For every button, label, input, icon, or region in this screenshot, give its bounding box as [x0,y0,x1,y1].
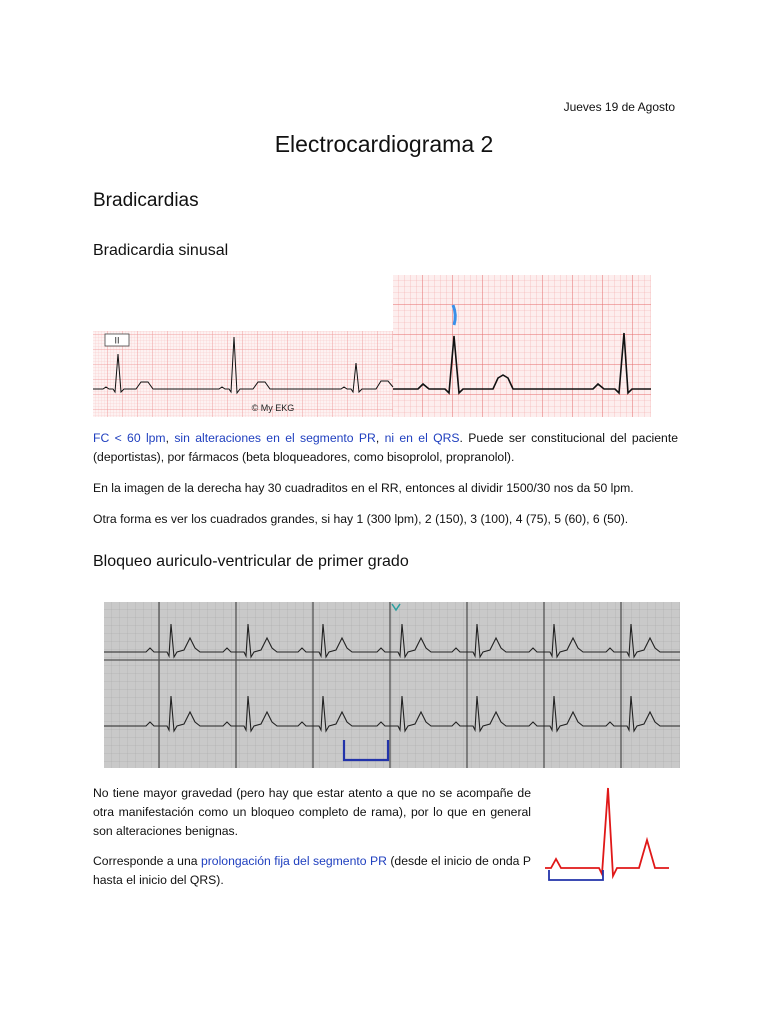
ecg-figure-av-block [104,602,680,768]
paragraph-rr-count: En la imagen de la derecha hay 30 cuadraditos en el RR, entonces al dividir 1500/30 nos da 50 lpm. [93,481,634,495]
highlight-pr: sin alteraciones en el segmento PR [174,431,376,445]
lead-ii-tag [105,334,129,346]
paragraph-pr-prolongation: Corresponde a una prolongación fija del segmento PR (desde el inicio de onda P hasta el inicio del QRS). [93,854,531,887]
paragraph-av-block-severity: No tiene mayor gravedad (pero hay que estar atento a que no se acompañe de otra manifestación como un bloqueo completo de rama), por lo que en general son alteraciones benignas. [93,786,531,838]
highlight-fc: FC < 60 lpm [93,431,166,445]
ecg-credit: © My EKG [251,403,295,413]
ecg-diagram-long-pr [543,782,671,892]
page-title: Electrocardiograma 2 [274,131,494,157]
subsection-heading-sinus: Bradicardia sinusal [93,242,229,259]
lead-label: II [114,335,120,346]
paragraph-big-squares: Otra forma es ver los cuadrados grandes, si hay 1 (300 lpm), 2 (150), 3 (100), 4 (75), 5 (60), 6 (50). [93,512,629,526]
section-heading: Bradicardias [93,190,199,211]
paragraph-sinus-definition: FC < 60 lpm, sin alteraciones en el segmento PR, ni en el QRS. Puede ser constitucional del paciente (deportistas), por fármacos (beta bloqueadores, como bisoprolol, propranolol). [93,431,678,464]
highlight-qrs: ni en el QRS [384,431,460,445]
ecg-figure-sinus-bradycardia [93,275,651,417]
date-label: Jueves 19 de Agosto [563,100,675,114]
subsection-heading-av-block: Bloqueo auriculo-ventricular de primer grado [93,553,409,570]
highlight-pr-prolongation: prolongación fija del segmento PR [200,854,387,868]
